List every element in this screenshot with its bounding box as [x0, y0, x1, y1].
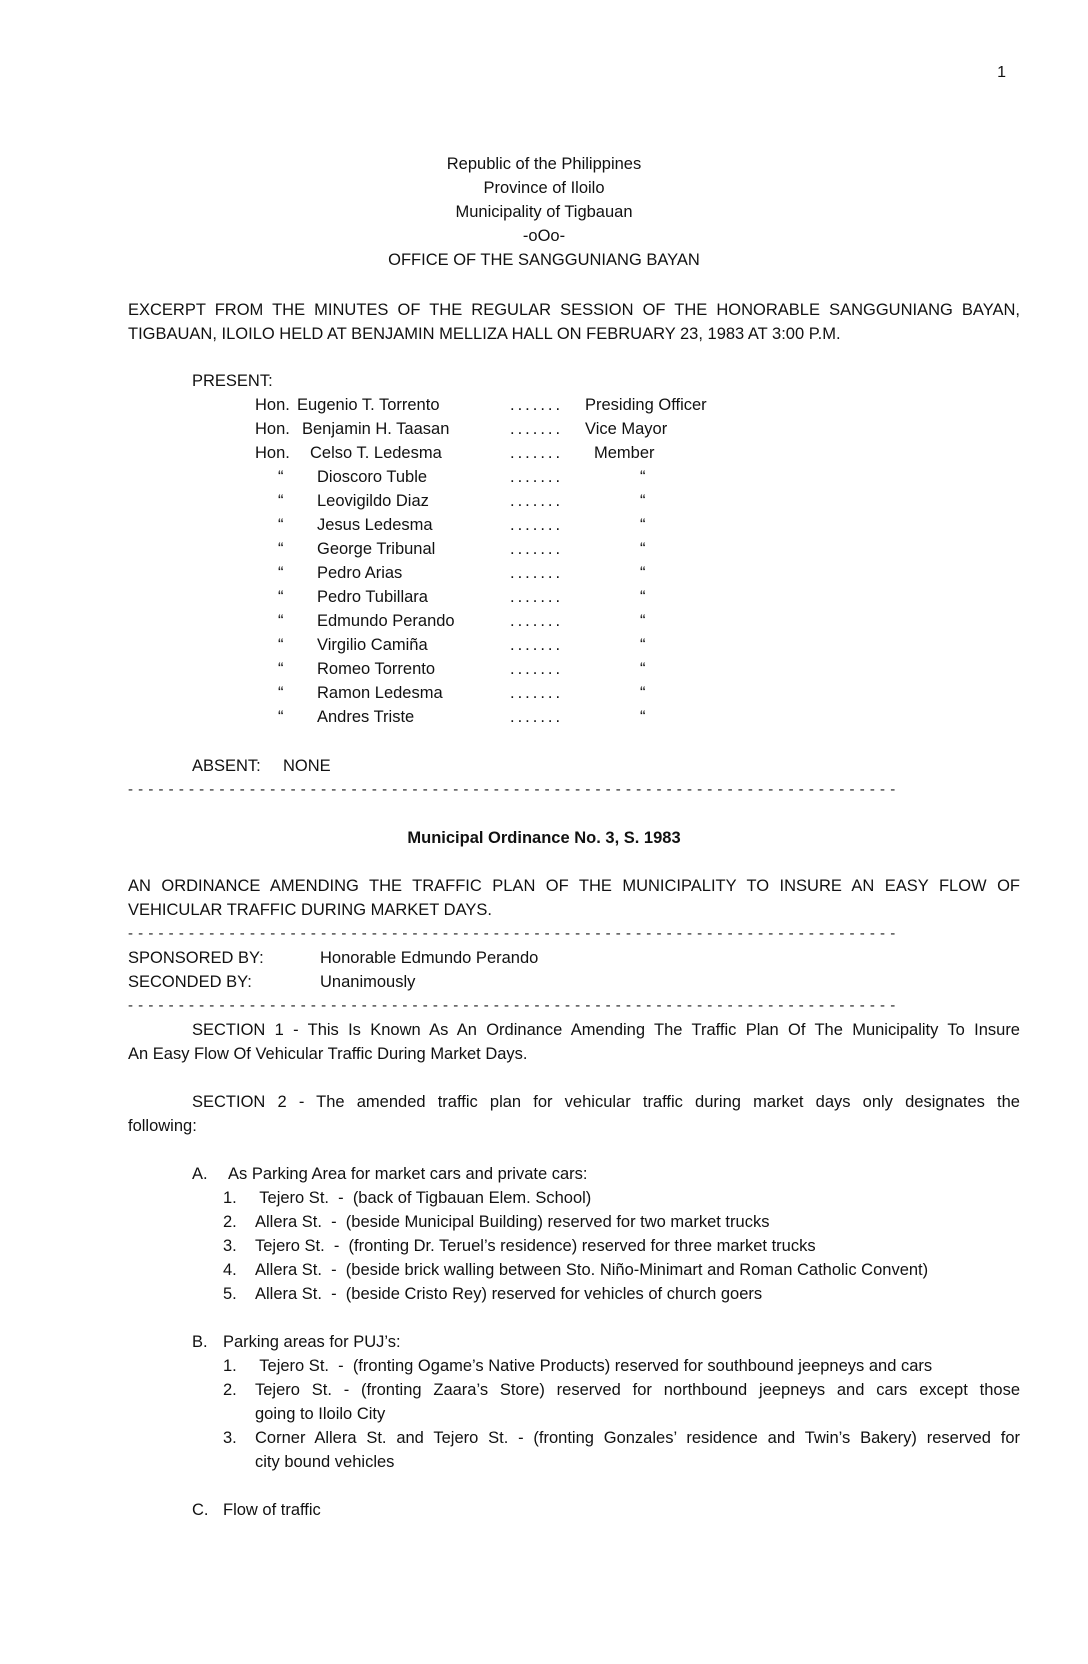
header-republic: Republic of the Philippines	[446, 155, 642, 173]
member-prefix: “	[278, 492, 284, 510]
absent-label: ABSENT:	[192, 757, 261, 775]
header-province: Province of Iloilo	[483, 179, 605, 197]
section-2-line-1: SECTION 2 - The amended traffic plan for vehicular traffic during market days only designates the	[192, 1093, 1020, 1111]
member-name: Andres Triste	[317, 708, 415, 726]
member-prefix: “	[278, 564, 284, 582]
list-item-text: Tejero St. - (fronting Dr. Teruel’s residence) reserved for three market trucks	[255, 1237, 816, 1255]
member-prefix: “	[278, 684, 284, 702]
member-role: “	[640, 612, 646, 630]
header-ornament: -oOo-	[522, 227, 566, 245]
member-role: “	[640, 684, 646, 702]
member-prefix: “	[278, 516, 284, 534]
leader-dots: .......	[510, 708, 564, 726]
list-item-text: Corner Allera St. and Tejero St. - (fronting Gonzales’ residence and Twin’s Bakery) reserved for	[255, 1429, 1020, 1447]
member-prefix: “	[278, 540, 284, 558]
member-role: “	[640, 468, 646, 486]
leader-dots: .......	[510, 444, 564, 462]
ordinance-desc-line-1: AN ORDINANCE AMENDING THE TRAFFIC PLAN OF THE MUNICIPALITY TO INSURE AN EASY FLOW OF	[128, 877, 1020, 895]
list-item-text: Tejero St. - (fronting Ogame’s Native Products) reserved for southbound jeepneys and cars	[255, 1357, 933, 1375]
ordinance-title: Municipal Ordinance No. 3, S. 1983	[407, 829, 681, 847]
member-name: George Tribunal	[317, 540, 436, 558]
list-item-text: Allera St. - (beside brick walling between Sto. Niño-Minimart and Roman Catholic Convent)	[255, 1261, 929, 1279]
member-name: Virgilio Camiña	[317, 636, 428, 654]
member-name: Jesus Ledesma	[317, 516, 433, 534]
list-b-title: Parking areas for PUJ’s:	[223, 1333, 401, 1351]
section-1-line-1: SECTION 1 - This Is Known As An Ordinance Amending The Traffic Plan Of The Municipality To Insure	[192, 1021, 1020, 1039]
leader-dots: .......	[510, 636, 564, 654]
member-prefix: Hon.	[255, 396, 290, 414]
leader-dots: .......	[510, 468, 564, 486]
member-prefix: “	[278, 660, 284, 678]
list-item-number: 2.	[223, 1213, 237, 1231]
leader-dots: .......	[510, 684, 564, 702]
leader-dots: .......	[510, 660, 564, 678]
section-2-line-2: following:	[128, 1117, 197, 1135]
list-a-marker: A.	[192, 1165, 208, 1183]
leader-dots: .......	[510, 564, 564, 582]
header-office: OFFICE OF THE SANGGUNIANG BAYAN	[388, 251, 700, 269]
list-item-text: Tejero St. - (back of Tigbauan Elem. School)	[255, 1189, 592, 1207]
member-role: “	[640, 516, 646, 534]
seconded-label: SECONDED BY:	[128, 973, 252, 991]
member-role: “	[640, 540, 646, 558]
list-item-text: Allera St. - (beside Municipal Building) reserved for two market trucks	[255, 1213, 770, 1231]
separator-line: - - - - - - - - - - - - - - - - - - - - - - - - - - - - - - - - - - - - - - - - - - - - - - - - - - - - - - - - - - - - - - - - - - - - - - - - - - - -	[128, 997, 896, 1014]
member-name: Dioscoro Tuble	[317, 468, 428, 486]
member-name: Pedro Tubillara	[317, 588, 428, 606]
member-name: Edmundo Perando	[317, 612, 455, 630]
list-c-title: Flow of traffic	[223, 1501, 321, 1519]
list-item-text-continued: going to Iloilo City	[255, 1405, 386, 1423]
sponsored-label: SPONSORED BY:	[128, 949, 264, 967]
member-name: Eugenio T. Torrento	[297, 396, 440, 414]
member-prefix: “	[278, 588, 284, 606]
leader-dots: .......	[510, 420, 564, 438]
member-name: Leovigildo Diaz	[317, 492, 429, 510]
sponsored-value: Honorable Edmundo Perando	[320, 949, 539, 967]
member-name: Celso T. Ledesma	[310, 444, 442, 462]
member-name: Romeo Torrento	[317, 660, 436, 678]
list-item-number: 1.	[223, 1189, 237, 1207]
separator-line: - - - - - - - - - - - - - - - - - - - - - - - - - - - - - - - - - - - - - - - - - - - - - - - - - - - - - - - - - - - - - - - - - - - - - - - - - - - -	[128, 925, 896, 942]
member-name: Ramon Ledesma	[317, 684, 443, 702]
member-role: Member	[594, 444, 655, 462]
excerpt-line-2: TIGBAUAN, ILOILO HELD AT BENJAMIN MELLIZA HALL ON FEBRUARY 23, 1983 AT 3:00 P.M.	[128, 325, 841, 343]
member-prefix: Hon.	[255, 444, 290, 462]
member-role: “	[640, 636, 646, 654]
list-item-number: 1.	[223, 1357, 237, 1375]
separator-line: - - - - - - - - - - - - - - - - - - - - - - - - - - - - - - - - - - - - - - - - - - - - - - - - - - - - - - - - - - - - - - - - - - - - - - - - - - - -	[128, 781, 896, 798]
section-1-line-2: An Easy Flow Of Vehicular Traffic During Market Days.	[128, 1045, 528, 1063]
list-item-number: 4.	[223, 1261, 237, 1279]
list-item-number: 5.	[223, 1285, 237, 1303]
member-name: Pedro Arias	[317, 564, 403, 582]
list-item-number: 3.	[223, 1237, 237, 1255]
header-municipality: Municipality of Tigbauan	[455, 203, 633, 221]
list-b-marker: B.	[192, 1333, 208, 1351]
member-role: Presiding Officer	[585, 396, 707, 414]
member-prefix: Hon.	[255, 420, 290, 438]
ordinance-desc-line-2: VEHICULAR TRAFFIC DURING MARKET DAYS.	[128, 901, 492, 919]
leader-dots: .......	[510, 396, 564, 414]
member-role: “	[640, 492, 646, 510]
member-prefix: “	[278, 636, 284, 654]
member-name: Benjamin H. Taasan	[302, 420, 450, 438]
member-role: “	[640, 660, 646, 678]
member-role: “	[640, 564, 646, 582]
list-item-number: 2.	[223, 1381, 237, 1399]
absent-value: NONE	[283, 757, 331, 775]
member-role: Vice Mayor	[585, 420, 668, 438]
list-a-title: As Parking Area for market cars and private cars:	[228, 1165, 588, 1183]
member-role: “	[640, 708, 646, 726]
member-prefix: “	[278, 708, 284, 726]
page-number: 1	[997, 64, 1006, 81]
list-item-text: Tejero St. - (fronting Zaara’s Store) reserved for northbound jeepneys and cars except those	[255, 1381, 1020, 1399]
leader-dots: .......	[510, 612, 564, 630]
list-item-text: Allera St. - (beside Cristo Rey) reserved for vehicles of church goers	[255, 1285, 763, 1303]
member-prefix: “	[278, 612, 284, 630]
list-c-marker: C.	[192, 1501, 209, 1519]
leader-dots: .......	[510, 540, 564, 558]
leader-dots: .......	[510, 492, 564, 510]
leader-dots: .......	[510, 588, 564, 606]
leader-dots: .......	[510, 516, 564, 534]
member-role: “	[640, 588, 646, 606]
member-prefix: “	[278, 468, 284, 486]
list-item-number: 3.	[223, 1429, 237, 1447]
excerpt-line-1: EXCERPT FROM THE MINUTES OF THE REGULAR SESSION OF THE HONORABLE SANGGUNIANG BAYAN,	[128, 301, 1020, 319]
present-label: PRESENT:	[192, 372, 273, 390]
list-item-text-continued: city bound vehicles	[255, 1453, 395, 1471]
seconded-value: Unanimously	[320, 973, 416, 991]
